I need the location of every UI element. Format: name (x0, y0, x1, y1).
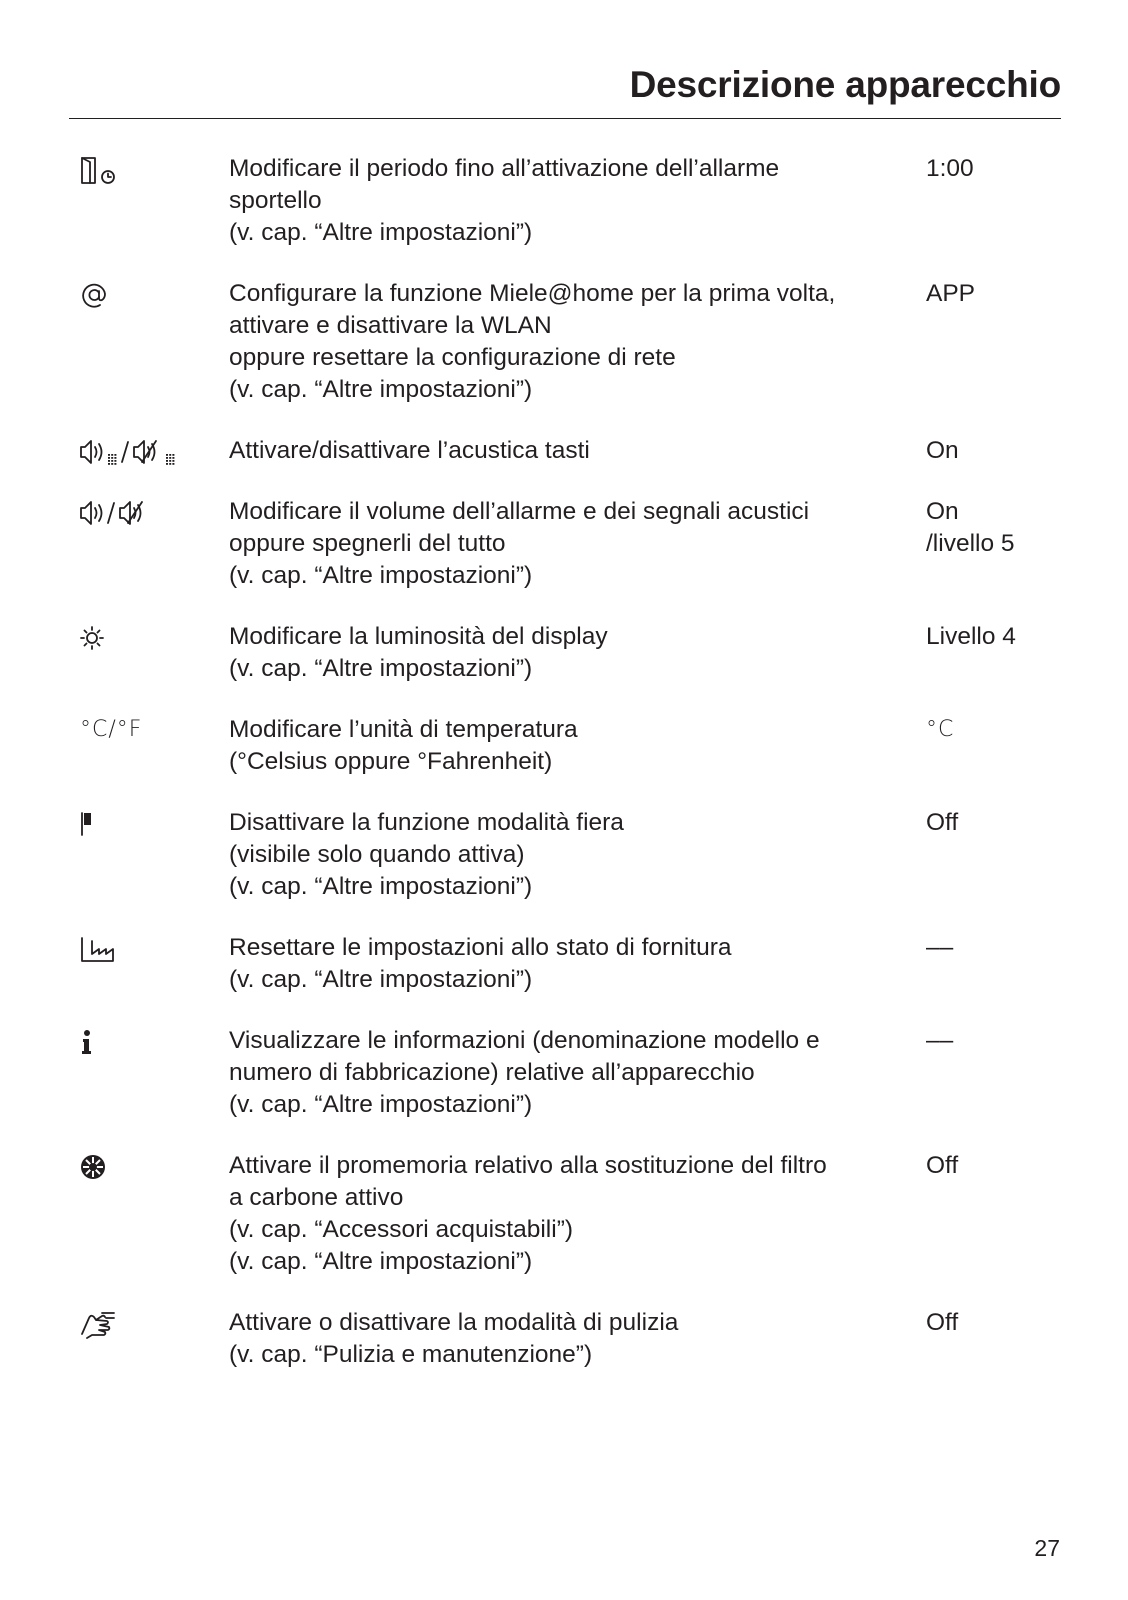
info-icon (80, 1028, 190, 1058)
description-line: (°Celsius oppure °Fahrenheit) (229, 748, 553, 775)
description-line: (v. cap. “Altre impostazioni”) (229, 873, 533, 900)
settings-list (0, 153, 1128, 1400)
description-line: a carbone attivo (229, 1184, 404, 1211)
description-line: (v. cap. “Altre impostazioni”) (229, 1248, 533, 1275)
description-line: (visibile solo quando attiva) (229, 841, 525, 868)
settings-row (0, 621, 1128, 685)
default-value: On (926, 437, 959, 464)
description-line: (v. cap. “Altre impostazioni”) (229, 655, 533, 682)
description-line: sportello (229, 187, 322, 214)
description-line: Visualizzare le informazioni (denominazione modello e (229, 1027, 820, 1054)
description-line: (v. cap. “Altre impostazioni”) (229, 966, 533, 993)
default-value: On /livello 5 (926, 498, 1015, 557)
settings-row (0, 714, 1128, 778)
description-line: oppure resettare la configurazione di rete (229, 344, 676, 371)
settings-row (0, 435, 1128, 467)
settings-row (0, 153, 1128, 249)
setting-description (229, 278, 889, 406)
settings-row (0, 1307, 1128, 1371)
description-line: Modificare la luminosità del display (229, 623, 608, 650)
cleaning-mode-icon (80, 1310, 190, 1340)
default-value: Off (926, 1152, 959, 1179)
setting-description (229, 807, 889, 903)
default-value: 1:00 (926, 155, 974, 182)
description-line: Attivare o disattivare la modalità di pulizia (229, 1309, 679, 1336)
description-line: (v. cap. “Altre impostazioni”) (229, 376, 533, 403)
temperature-unit-icon: °C/°F (80, 717, 143, 742)
page-number: 27 (1034, 1535, 1060, 1561)
setting-description (229, 714, 889, 778)
description-line: (v. cap. “Altre impostazioni”) (229, 562, 533, 589)
door-timer-icon (80, 156, 190, 186)
description-line: Modificare il volume dell’allarme e dei segnali acustici (229, 498, 810, 525)
settings-row (0, 807, 1128, 903)
settings-row (0, 932, 1128, 996)
settings-row (0, 1025, 1128, 1121)
description-line: Resettare le impostazioni allo stato di fornitura (229, 934, 732, 961)
default-value: Off (926, 809, 959, 836)
description-line: (v. cap. “Altre impostazioni”) (229, 219, 533, 246)
default-value: –– (926, 1027, 954, 1054)
setting-description (229, 621, 889, 685)
description-line: numero di fabbricazione) relative all’apparecchio (229, 1059, 755, 1086)
description-line: attivare e disattivare la WLAN (229, 312, 552, 339)
description-line: (v. cap. “Accessori acquistabili”) (229, 1216, 574, 1243)
settings-row (0, 496, 1128, 592)
default-value: –– (926, 934, 954, 961)
factory-reset-icon (80, 935, 190, 965)
key-sound-on-off-icon (80, 438, 190, 468)
page-title: Descrizione apparecchio (629, 64, 1061, 105)
demo-mode-flag-icon (80, 810, 190, 840)
description-line: oppure spegnerli del tutto (229, 530, 506, 557)
brightness-icon (80, 624, 190, 654)
default-value: Off (926, 1309, 959, 1336)
default-value: Livello 4 (926, 623, 1016, 650)
description-line: Modificare il periodo fino all’attivazione dell’allarme (229, 155, 780, 182)
description-line: Configurare la funzione Miele@home per la prima volta, (229, 280, 836, 307)
setting-description (229, 932, 889, 996)
setting-description (229, 1150, 889, 1278)
carbon-filter-icon (80, 1153, 190, 1183)
settings-row (0, 1150, 1128, 1278)
description-line: Modificare l’unità di temperatura (229, 716, 578, 743)
description-line: (v. cap. “Altre impostazioni”) (229, 1091, 533, 1118)
setting-description (229, 1025, 889, 1121)
volume-on-off-icon (80, 499, 190, 529)
default-value: °C (926, 717, 955, 742)
setting-description (229, 153, 889, 249)
miele-at-home-icon (80, 281, 190, 311)
default-value: APP (926, 280, 976, 307)
description-line: Attivare il promemoria relativo alla sostituzione del filtro (229, 1152, 827, 1179)
setting-description (229, 1307, 889, 1371)
description-line: Disattivare la funzione modalità fiera (229, 809, 624, 836)
setting-description (229, 496, 889, 592)
description-line: Attivare/disattivare l’acustica tasti (229, 437, 590, 464)
description-line: (v. cap. “Pulizia e manutenzione”) (229, 1341, 593, 1368)
setting-description (229, 435, 889, 467)
settings-row (0, 278, 1128, 406)
title-divider (69, 118, 1061, 119)
